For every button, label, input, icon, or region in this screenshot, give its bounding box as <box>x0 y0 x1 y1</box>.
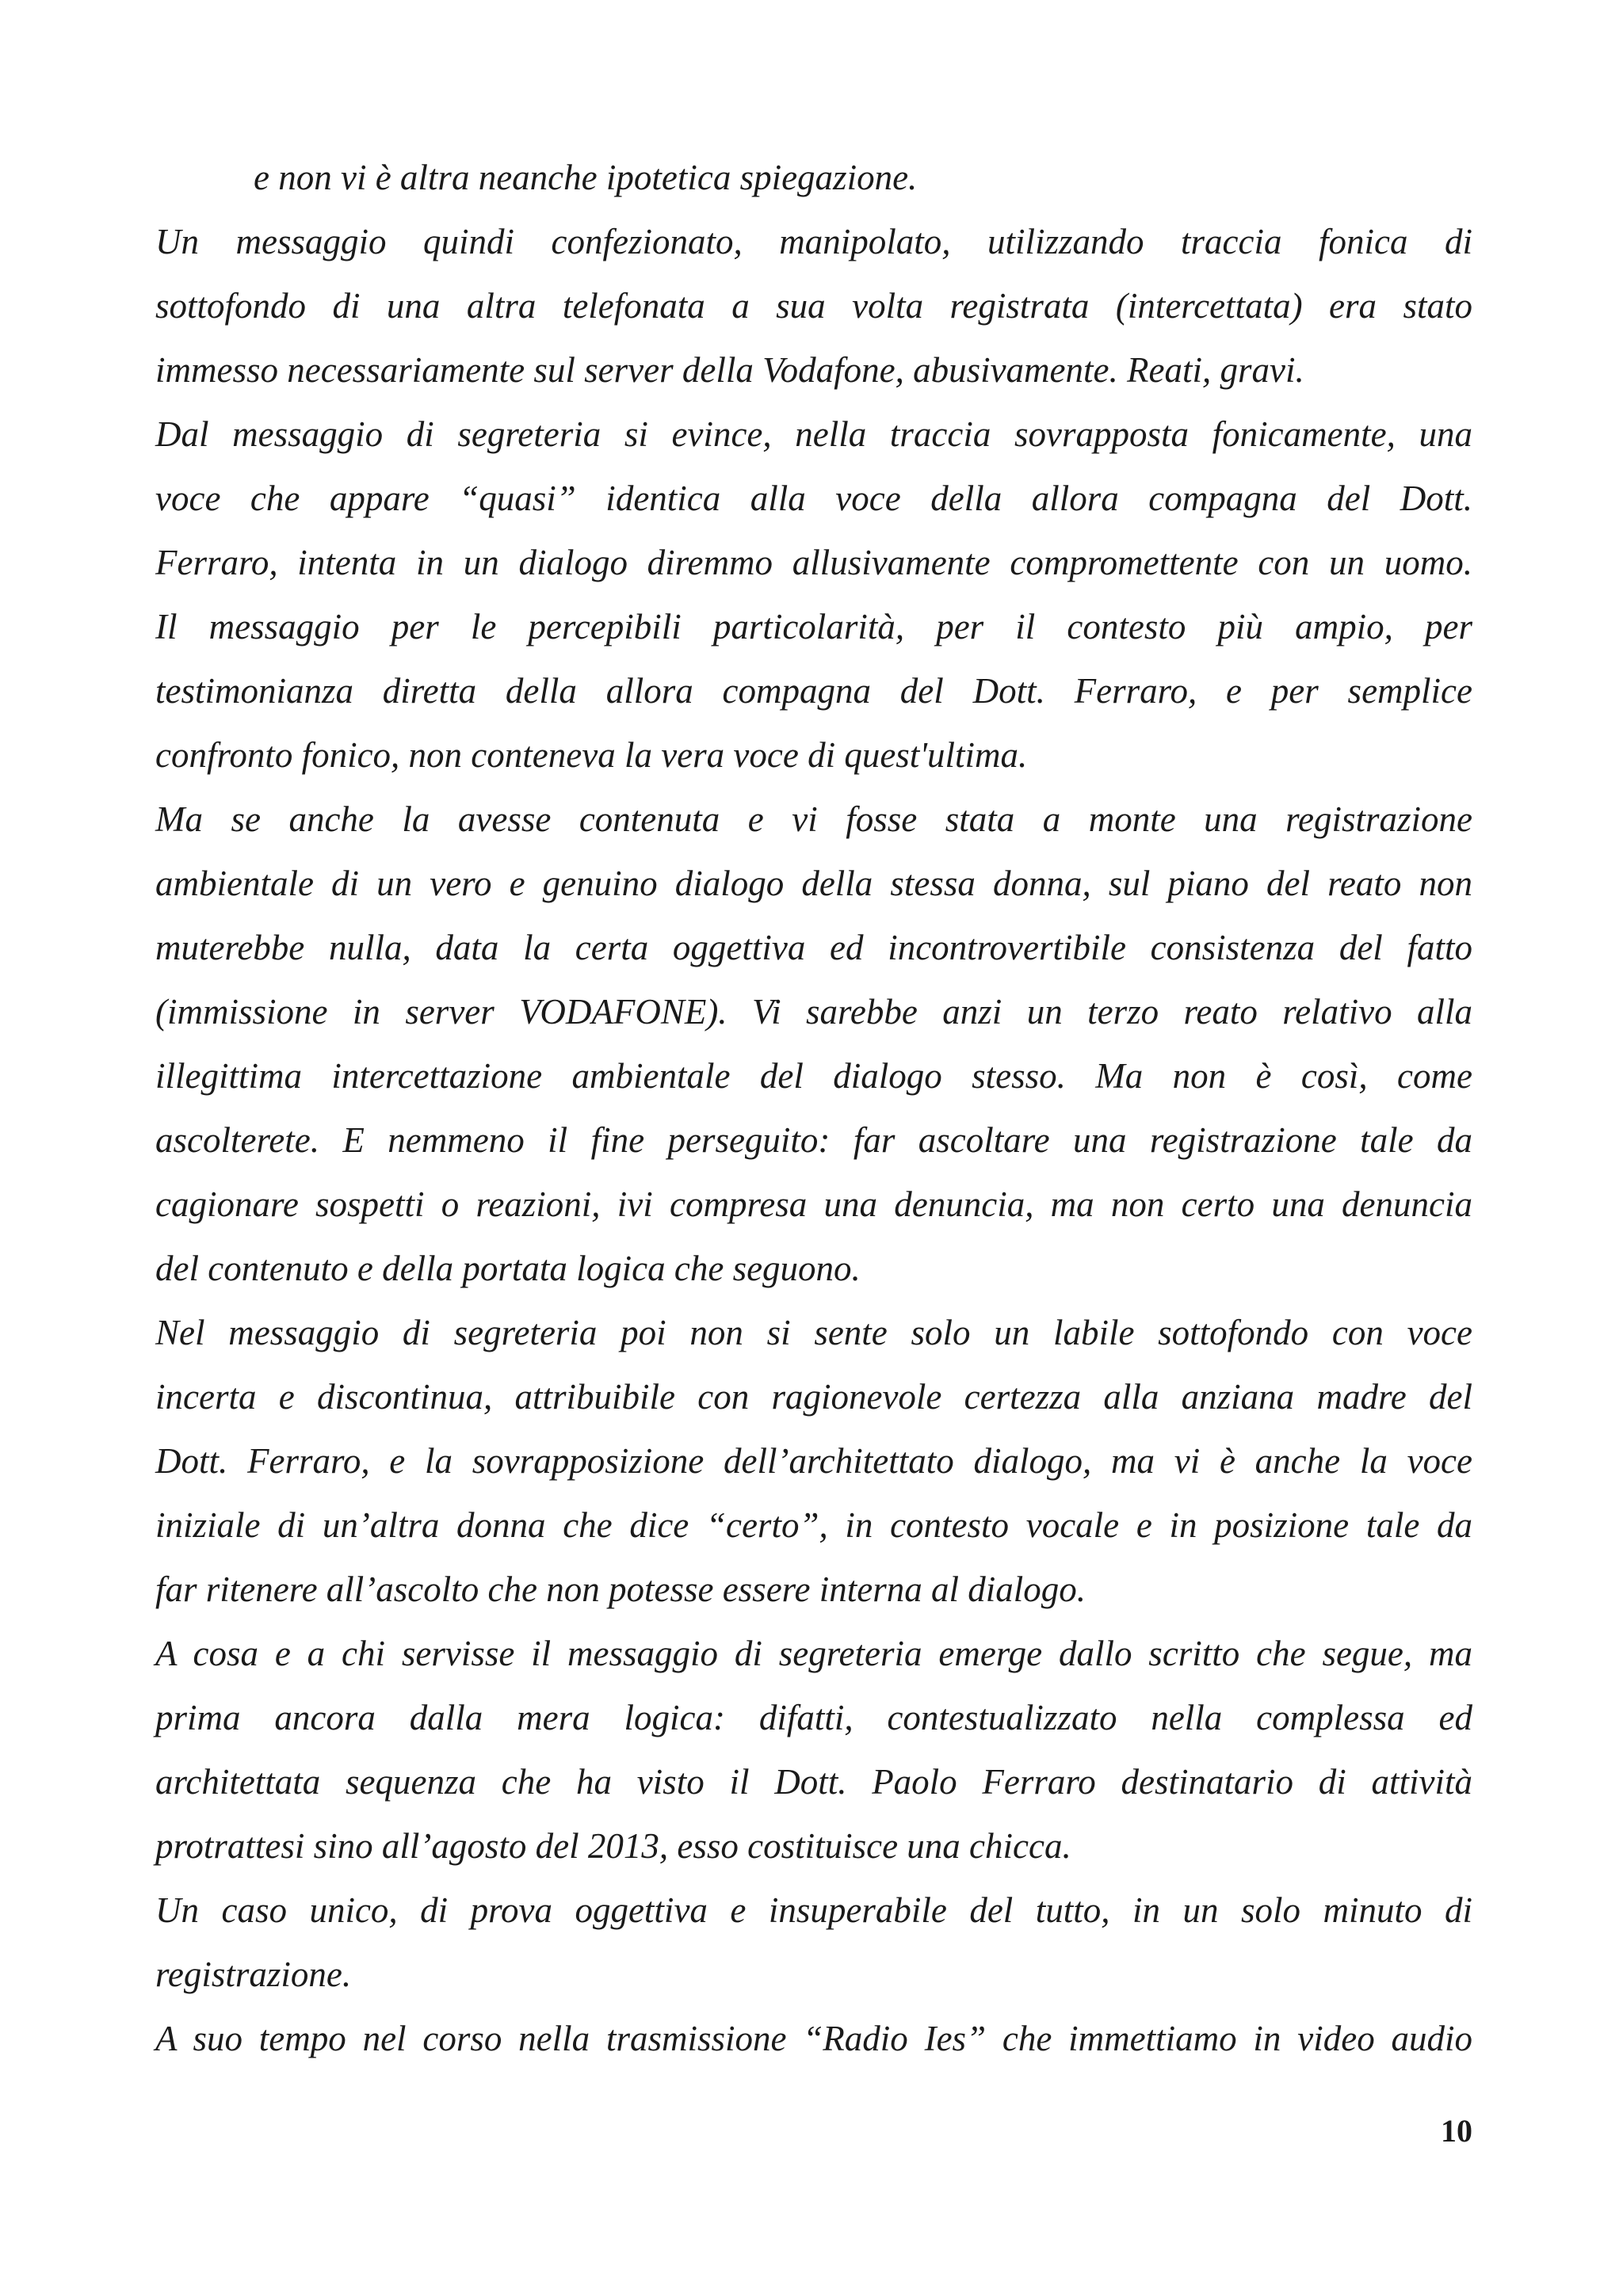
text-line-9: testimonianza diretta della allora compagna del Dott. Ferraro, e per semplice <box>155 671 1472 711</box>
text-line-23: far ritenere all’ascolto che non potesse essere interna al dialogo. <box>155 1569 1086 1609</box>
text-line-25: prima ancora dalla mera logica: difatti, contestualizzato nella complessa ed <box>155 1698 1472 1737</box>
text-line-2: Un messaggio quindi confezionato, manipolato, utilizzando traccia fonica di <box>155 222 1472 261</box>
text-line-21: Dott. Ferraro, e la sovrapposizione dell’architettato dialogo, ma vi è anche la voce <box>155 1441 1472 1481</box>
text-line-17: cagionare sospetti o reazioni, ivi compresa una denuncia, ma non certo una denuncia <box>155 1184 1472 1224</box>
text-line-4: immesso necessariamente sul server della Vodafone, abusivamente. Reati, gravi. <box>155 350 1304 390</box>
text-line-5: Dal messaggio di segreteria si evince, nella traccia sovrapposta fonicamente, una <box>155 414 1472 454</box>
text-line-13: muterebbe nulla, data la certa oggettiva ed incontrovertibile consistenza del fatto <box>155 928 1472 967</box>
page-number: 10 <box>1441 2113 1472 2149</box>
text-line-12: ambientale di un vero e genuino dialogo della stessa donna, sul piano del reato non <box>155 864 1472 903</box>
text-line-1: e non vi è altra neanche ipotetica spiegazione. <box>254 158 918 197</box>
text-line-29: registrazione. <box>155 1955 352 1994</box>
text-line-30: A suo tempo nel corso nella trasmissione “Radio Ies” che immettiamo in video audio <box>155 2019 1472 2058</box>
text-line-11: Ma se anche la avesse contenuta e vi fosse stata a monte una registrazione <box>155 799 1472 839</box>
text-line-16: ascolterete. E nemmeno il fine perseguito: far ascoltare una registrazione tale da <box>155 1120 1472 1160</box>
text-line-8: Il messaggio per le percepibili particolarità, per il contesto più ampio, per <box>155 607 1472 646</box>
text-line-7: Ferraro, intenta in un dialogo diremmo allusivamente compromettente con un uomo. <box>155 543 1472 582</box>
text-line-10: confronto fonico, non conteneva la vera voce di quest'ultima. <box>155 735 1028 775</box>
text-line-24: A cosa e a chi servisse il messaggio di segreteria emerge dallo scritto che segue, ma <box>155 1634 1472 1673</box>
text-line-19: Nel messaggio di segreteria poi non si sente solo un labile sottofondo con voce <box>155 1313 1472 1352</box>
text-line-15: illegittima intercettazione ambientale del dialogo stesso. Ma non è così, come <box>155 1056 1472 1096</box>
text-line-28: Un caso unico, di prova oggettiva e insuperabile del tutto, in un solo minuto di <box>155 1890 1472 1930</box>
text-line-20: incerta e discontinua, attribuibile con ragionevole certezza alla anziana madre del <box>155 1377 1472 1417</box>
text-line-3: sottofondo di una altra telefonata a sua volta registrata (intercettata) era stato <box>155 286 1472 326</box>
text-line-26: architettata sequenza che ha visto il Dott. Paolo Ferraro destinatario di attività <box>155 1762 1472 1802</box>
text-line-6: voce che appare “quasi” identica alla voce della allora compagna del Dott. <box>155 479 1472 518</box>
text-line-18: del contenuto e della portata logica che seguono. <box>155 1249 861 1288</box>
text-line-14: (immissione in server VODAFONE). Vi sarebbe anzi un terzo reato relativo alla <box>155 992 1472 1032</box>
text-line-22: iniziale di un’altra donna che dice “certo”, in contesto vocale e in posizione tale da <box>155 1505 1472 1545</box>
text-line-27: protrattesi sino all’agosto del 2013, esso costituisce una chicca. <box>155 1826 1071 1866</box>
